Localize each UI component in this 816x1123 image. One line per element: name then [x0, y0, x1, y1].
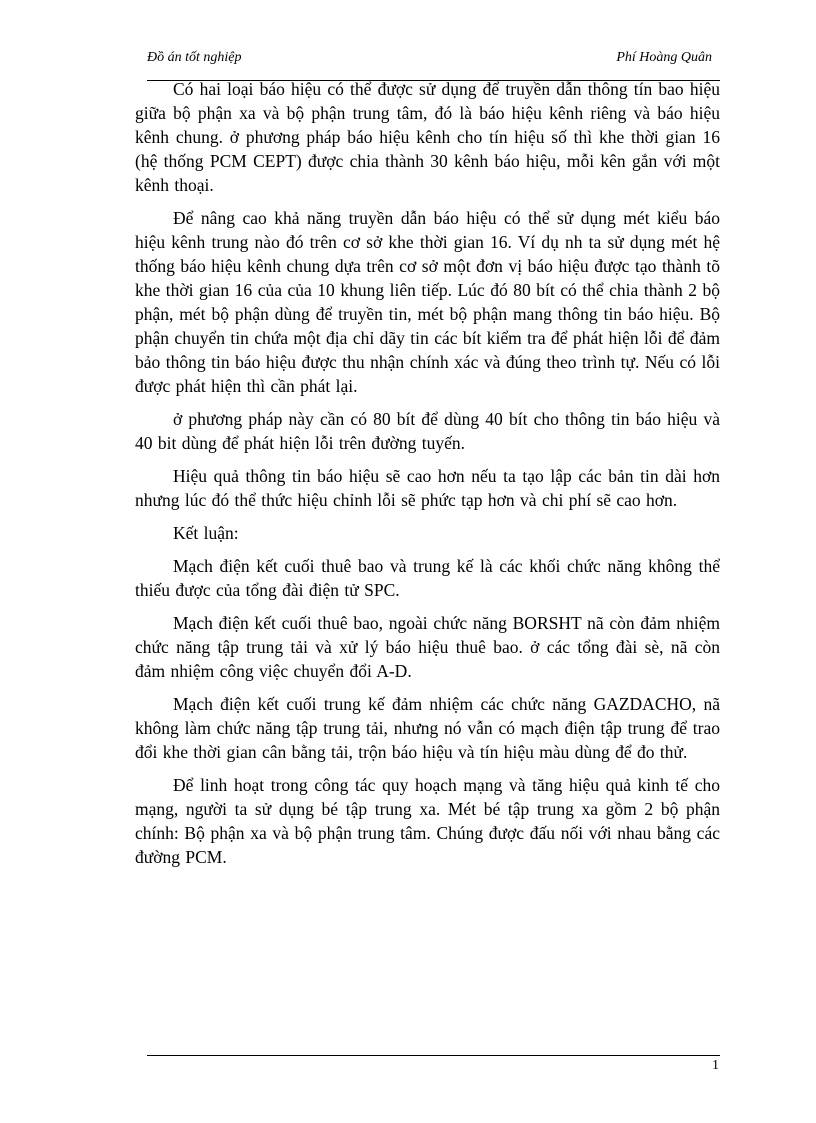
paragraph: Mạch điện kết cuối trung kế đảm nhiệm các chức năng GAZDACHO, nã không làm chức năng tập trung tải, nhưng nó vẫn có mạch điện tập trung để trao đổi khe thời gian cân bằng tải, trộn báo hiệu và tín hiệu màu dùng để đo thử. [135, 694, 720, 762]
conclusion-heading: Kết luận: [173, 523, 239, 543]
paragraph: Để nâng cao khả năng truyền dẫn báo hiệu có thể sử dụng mét kiểu báo hiệu kênh trung nào đó trên cơ sở khe thời gian 16. Ví dụ nh ta sử dụng mét hệ thống báo hiệu kênh chung dựa trên cơ sở một đơn vị báo hiệu được tạo thành tõ khe thời gian 16 của của 10 khung liên tiếp. Lúc đó 80 bít có thể chia thành 2 bộ phận, mét bộ phận dùng để truyền tin, mét bộ phận mang thông tin báo hiệu. Bộ phận chuyển tin chứa một địa chỉ dãy tin các bít kiểm tra để phát hiện lỗi để đảm bảo thông tin báo hiệu được thu nhận chính xác và đúng theo trình tự. Nếu có lỗi được phát hiện thì cần phát lại. [135, 208, 720, 396]
paragraph: Có hai loại báo hiệu có thể được sử dụng để truyền dẫn thông tín bao hiệu giữa bộ phận xa và bộ phận trung tâm, đó là báo hiệu kênh riêng và báo hiệu kênh chung. ở phương pháp báo hiệu kênh cho tín hiệu số thì khe thời gian 16 (hệ thống PCM CEPT) được chia thành 30 kênh báo hiệu, mỗi kên gắn với một kênh thoại. [135, 79, 720, 195]
page-number: 1 [712, 1058, 719, 1073]
footer-divider [147, 1055, 720, 1056]
paragraph: Để linh hoạt trong công tác quy hoạch mạng và tăng hiệu quả kinh tế cho mạng, người ta sử dụng bé tập trung xa. Mét bé tập trung xa gồm 2 bộ phận chính: Bộ phận xa và bộ phận trung tâm. Chúng được đấu nối với nhau bằng các đường PCM. [135, 775, 720, 867]
paragraph: ở phương pháp này cần có 80 bít để dùng 40 bít cho thông tin báo hiệu và 40 bit dùng để phát hiện lỗi trên đường tuyến. [135, 409, 720, 453]
header-author-name: Phí Hoàng Quân [616, 50, 712, 65]
document-body [135, 77, 720, 878]
paragraph: Mạch điện kết cuối thuê bao và trung kế là các khối chức năng không thể thiếu được của tổng đài điện tử SPC. [135, 556, 720, 600]
header-document-title: Đồ án tốt nghiệp [147, 50, 242, 65]
paragraph: Mạch điện kết cuối thuê bao, ngoài chức năng BORSHT nã còn đảm nhiệm chức năng tập trung tải và xử lý báo hiệu thuê bao. ở các tổng đài sè, nã còn đảm nhiệm công việc chuyển đổi A-D. [135, 613, 720, 681]
paragraph: Hiệu quả thông tin báo hiệu sẽ cao hơn nếu ta tạo lập các bản tin dài hơn nhưng lúc đó thể thức hiệu chỉnh lỗi sẽ phức tạp hơn và chi phí sẽ cao hơn. [135, 466, 720, 510]
